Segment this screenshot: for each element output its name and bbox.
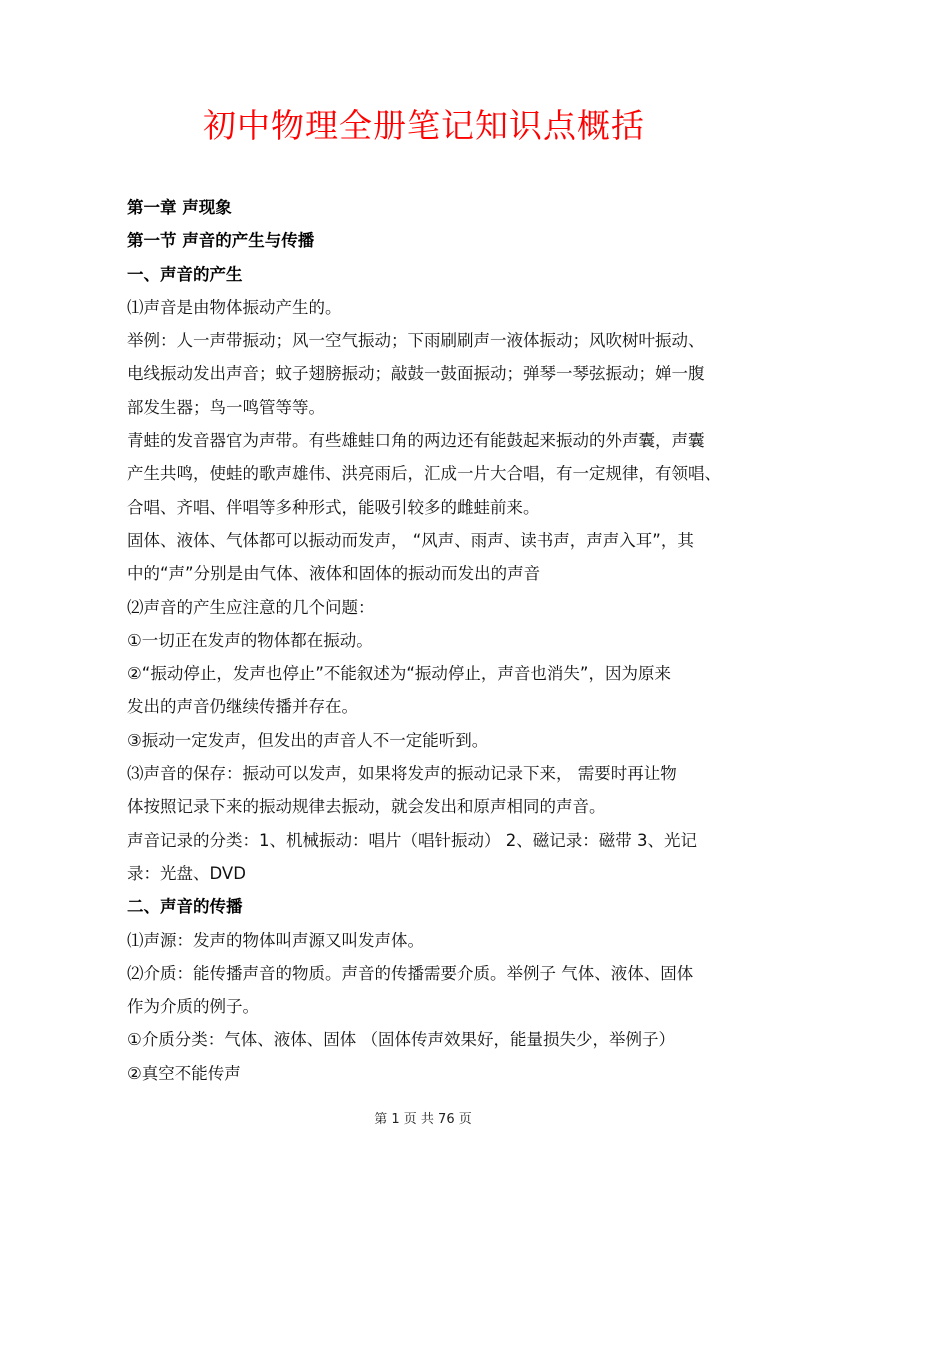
- text-line: 产生共鸣，使蛙的歌声雄伟、洪亮雨后，汇成一片大合唱，有一定规律，有领唱、: [127, 464, 721, 484]
- document-title: 初中物理全册笔记知识点概括: [203, 106, 645, 145]
- text-line: 发出的声音仍继续传播并存在。: [127, 697, 358, 717]
- section-heading: 一、声音的产生: [127, 264, 243, 284]
- text-line: ③振动一定发声，但发出的声音人不一定能听到。: [127, 730, 489, 750]
- text-line: 录：光盘、DVD: [127, 863, 246, 883]
- text-line: ⑴声源：发声的物体叫声源又叫发声体。: [127, 930, 424, 950]
- text-line: 体按照记录下来的振动规律去振动，就会发出和原声相同的声音。: [127, 797, 606, 817]
- text-line: 中的“声”分别是由气体、液体和固体的振动而发出的声音: [127, 564, 541, 584]
- text-line: 固体、液体、气体都可以振动而发声， “风声、雨声、读书声，声声入耳”，其: [127, 530, 694, 550]
- text-line: ⑶声音的保存：振动可以发声，如果将发声的振动记录下来， 需要时再让物: [127, 764, 677, 784]
- text-line: ⑵介质：能传播声音的物质。声音的传播需要介质。举例子 气体、液体、固体: [127, 963, 694, 983]
- text-line: ⑵声音的产生应注意的几个问题：: [127, 597, 375, 617]
- document-body: [127, 191, 727, 1090]
- text-line: ①介质分类：气体、液体、固体 （固体传声效果好，能量损失少，举例子）: [127, 1030, 676, 1050]
- text-line: 青蛙的发音器官为声带。有些雄蛙口角的两边还有能鼓起来振动的外声囊，声囊: [127, 431, 705, 451]
- text-line: ②真空不能传声: [127, 1063, 241, 1083]
- page-number-footer: 第 1 页 共 76 页: [374, 1112, 472, 1127]
- text-line: 合唱、齐唱、伴唱等多种形式，能吸引较多的雌蛙前来。: [127, 497, 540, 517]
- text-line: 部发生器；鸟一鸣管等等。: [127, 397, 325, 417]
- text-line: ⑴声音是由物体振动产生的。: [127, 297, 342, 317]
- section-heading: 二、声音的传播: [127, 897, 243, 917]
- section-heading: 第一节 声音的产生与传播: [127, 231, 315, 251]
- text-line: 电线振动发出声音；蚊子翅膀振动；敲鼓一鼓面振动；弹琴一琴弦振动；婵一腹: [127, 364, 705, 384]
- text-line: 声音记录的分类：1、机械振动：唱片（唱针振动） 2、磁记录：磁带 3、光记: [127, 830, 697, 850]
- text-line: 举例：人一声带振动；风一空气振动；下雨刷刷声一液体振动；风吹树叶振动、: [127, 331, 705, 351]
- text-line: ①一切正在发声的物体都在振动。: [127, 630, 373, 650]
- text-line: ②“振动停止，发声也停止”不能叙述为“振动停止，声音也消失”，因为原来: [127, 664, 671, 684]
- section-heading: 第一章 声现象: [127, 198, 232, 217]
- text-line: 作为介质的例子。: [127, 997, 259, 1017]
